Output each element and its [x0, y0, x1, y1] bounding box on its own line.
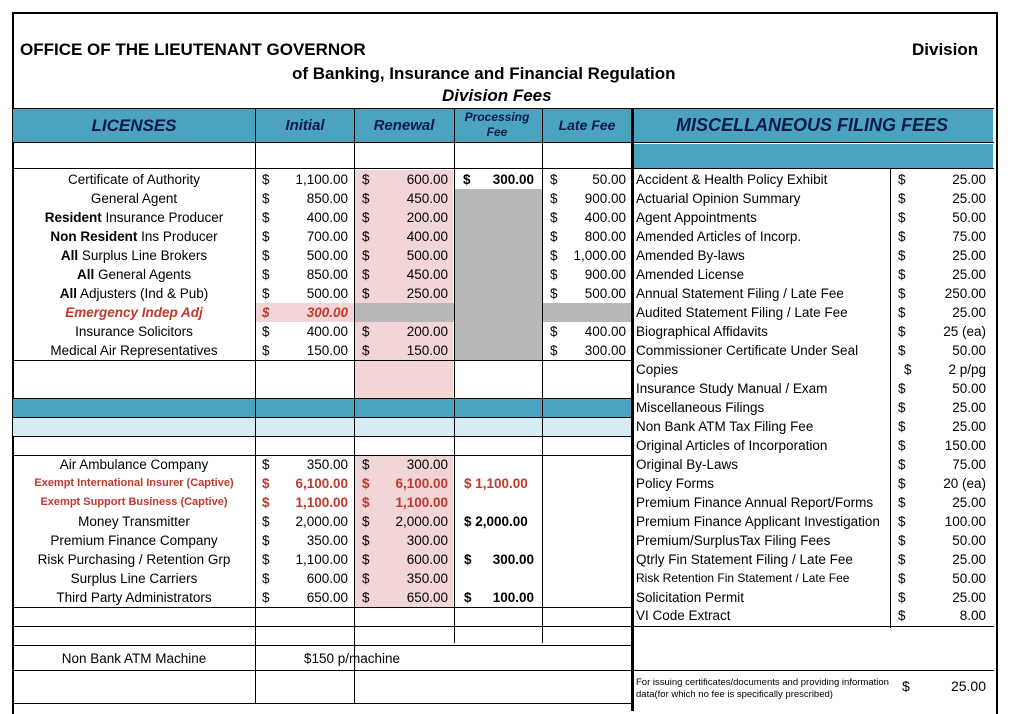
misc-fee-name: Annual Statement Filing / Late Fee: [636, 286, 844, 301]
col-header-initial: Initial: [285, 117, 325, 134]
license-late: 50.00: [592, 172, 626, 187]
atm-fee: $150 p/machine: [304, 651, 401, 666]
license-name: All Surplus Line Brokers: [60, 248, 208, 263]
misc-fee-amount: 25.00: [952, 172, 986, 187]
company-processing: 100.00: [492, 590, 534, 605]
company-processing: $ 2,000.00: [464, 514, 528, 529]
license-renewal: 250.00: [406, 286, 448, 301]
license-late: 500.00: [584, 286, 626, 301]
misc-fee-amount: 25.00: [952, 267, 986, 282]
company-renewal: 650.00: [406, 590, 448, 605]
section-divider: [13, 398, 631, 417]
misc-fee-amount: 75.00: [952, 457, 986, 472]
company-initial: 1,100.00: [295, 552, 348, 567]
license-initial: 850.00: [306, 267, 348, 282]
license-renewal: 600.00: [406, 172, 448, 187]
company-renewal: 6,100.00: [395, 476, 448, 491]
license-renewal: 500.00: [406, 248, 448, 263]
misc-fee-name: Original Articles of Incorporation: [636, 438, 828, 453]
misc-fee-name: Actuarial Opinion Summary: [636, 191, 801, 206]
misc-fee-amount: 20 (ea): [943, 476, 986, 491]
misc-fee-amount: 25.00: [952, 495, 986, 510]
misc-fee-name: VI Code Extract: [636, 608, 731, 623]
misc-fee-amount: 8.00: [959, 608, 986, 623]
misc-fee-amount: 50.00: [952, 343, 986, 358]
col-header-renewal: Renewal: [373, 117, 435, 134]
col-header-licenses: LICENSES: [91, 116, 177, 135]
misc-fee-amount: 25.00: [952, 305, 986, 320]
company-renewal: 1,100.00: [395, 495, 448, 510]
license-initial: 400.00: [306, 210, 348, 225]
misc-fee-name: Premium Finance Applicant Investigation: [636, 514, 880, 529]
license-renewal: 450.00: [406, 267, 448, 282]
license-name: Emergency Indep Adj: [65, 305, 203, 320]
misc-fee-amount: 25 (ea): [943, 324, 986, 339]
license-renewal: 200.00: [406, 324, 448, 339]
license-renewal: 400.00: [406, 229, 448, 244]
company-renewal: 600.00: [406, 552, 448, 567]
license-name: All Adjusters (Ind & Pub): [59, 286, 209, 301]
office-subtitle: of Banking, Insurance and Financial Regulation: [292, 64, 676, 83]
license-late: 300.00: [584, 343, 626, 358]
company-initial: 1,100.00: [295, 495, 348, 510]
license-late: 400.00: [584, 210, 626, 225]
misc-fee-name: Non Bank ATM Tax Filing Fee: [636, 419, 814, 434]
company-renewal: 350.00: [406, 571, 448, 586]
company-name: Premium Finance Company: [50, 533, 218, 548]
misc-fee-name: Agent Appointments: [636, 210, 757, 225]
misc-fee-name: Amended Articles of Incorp.: [636, 229, 802, 244]
footer-note: For issuing certificates/documents and providing information data(for which no fee is specifically prescribed): [636, 677, 889, 700]
company-name: Exempt International Insurer (Captive): [34, 477, 234, 489]
col-header-processing: Processing Fee: [464, 110, 530, 139]
office-title: OFFICE OF THE LIEUTENANT GOVERNOR: [20, 40, 366, 59]
col-header-misc: MISCELLANEOUS FILING FEES: [675, 115, 948, 135]
company-name: Third Party Administrators: [56, 590, 212, 605]
misc-fee-amount: 50.00: [952, 571, 986, 586]
misc-fee-amount: 25.00: [952, 191, 986, 206]
company-initial: 350.00: [306, 533, 348, 548]
misc-fee-name: Risk Retention Fin Statement / Late Fee: [636, 571, 850, 585]
license-initial: 300.00: [306, 305, 348, 320]
misc-fee-name: Insurance Study Manual / Exam: [636, 381, 828, 396]
license-name: General Agent: [90, 191, 178, 206]
misc-fee-amount: 100.00: [944, 514, 986, 529]
license-name: Insurance Solicitors: [75, 324, 193, 339]
license-name: Medical Air Representatives: [50, 343, 218, 358]
company-renewal: 2,000.00: [395, 514, 448, 529]
company-initial: 350.00: [306, 457, 348, 472]
misc-fee-amount: 25.00: [952, 400, 986, 415]
misc-fee-name: Premium/SurplusTax Filing Fees: [636, 533, 831, 548]
footer-fee: 25.00: [950, 678, 986, 694]
misc-fee-amount: 50.00: [952, 533, 986, 548]
license-initial: 500.00: [306, 248, 348, 263]
misc-fee-name: Commissioner Certificate Under Seal: [636, 343, 859, 358]
misc-fee-amount: 50.00: [952, 210, 986, 225]
license-renewal: 150.00: [406, 343, 448, 358]
misc-fee-name: Amended License: [636, 267, 745, 282]
misc-fee-name: Policy Forms: [636, 476, 715, 491]
company-initial: 6,100.00: [295, 476, 348, 491]
misc-fee-name: Audited Statement Filing / Late Fee: [636, 305, 848, 320]
misc-fee-name: Accident & Health Policy Exhibit: [636, 172, 828, 187]
license-name: All General Agents: [76, 267, 192, 282]
col-header-late: Late Fee: [558, 117, 616, 133]
company-renewal: 300.00: [406, 457, 448, 472]
misc-fee-amount: 25.00: [952, 552, 986, 567]
license-initial: 500.00: [306, 286, 348, 301]
license-initial: 850.00: [306, 191, 348, 206]
license-name: Non Resident Ins Producer: [50, 229, 218, 244]
license-initial: 150.00: [306, 343, 348, 358]
misc-fee-amount: 75.00: [952, 229, 986, 244]
division-label: Division: [912, 40, 979, 59]
misc-fee-name: Amended By-laws: [636, 248, 745, 263]
company-initial: 2,000.00: [295, 514, 348, 529]
misc-fee-amount: 2 p/pg: [948, 362, 986, 377]
atm-name: Non Bank ATM Machine: [61, 651, 207, 666]
company-name: Surplus Line Carriers: [70, 571, 198, 586]
license-initial: 400.00: [306, 324, 348, 339]
misc-fee-amount: 150.00: [944, 438, 986, 453]
misc-fee-amount: 25.00: [952, 419, 986, 434]
license-processing: 300.00: [492, 172, 534, 187]
company-processing: $ 1,100.00: [464, 476, 528, 491]
license-late: 900.00: [584, 267, 626, 282]
company-renewal: 300.00: [406, 533, 448, 548]
misc-fee-amount: 25.00: [952, 248, 986, 263]
misc-fee-name: Copies: [636, 362, 679, 377]
company-name: Money Transmitter: [78, 514, 190, 529]
misc-fee-name: Solicitation Permit: [636, 590, 745, 605]
misc-fee-amount: 50.00: [952, 381, 986, 396]
license-late: 900.00: [584, 191, 626, 206]
company-initial: 650.00: [306, 590, 348, 605]
license-name: Resident Insurance Producer: [44, 210, 224, 225]
company-name: Air Ambulance Company: [59, 457, 209, 472]
company-name: Exempt Support Business (Captive): [40, 496, 228, 508]
company-name: Risk Purchasing / Retention Grp: [37, 552, 231, 567]
misc-fee-name: Original By-Laws: [636, 457, 739, 472]
division-fees-title: Division Fees: [442, 86, 552, 105]
license-late: 800.00: [584, 229, 626, 244]
license-late: 1,000.00: [573, 248, 626, 263]
misc-fee-name: Premium Finance Annual Report/Forms: [636, 495, 874, 510]
license-initial: 1,100.00: [295, 172, 348, 187]
misc-fee-amount: 25.00: [952, 590, 986, 605]
license-initial: 700.00: [306, 229, 348, 244]
misc-fee-name: Qtrly Fin Statement Filing / Late Fee: [636, 552, 853, 567]
misc-fee-amount: 250.00: [944, 286, 986, 301]
license-renewal: 450.00: [406, 191, 448, 206]
company-processing: 300.00: [492, 552, 534, 567]
company-initial: 600.00: [306, 571, 348, 586]
misc-fee-name: Miscellaneous Filings: [636, 400, 765, 415]
misc-fee-name: Biographical Affidavits: [636, 324, 768, 339]
license-late: 400.00: [584, 324, 626, 339]
license-renewal: 200.00: [406, 210, 448, 225]
license-name: Certificate of Authority: [67, 172, 201, 187]
